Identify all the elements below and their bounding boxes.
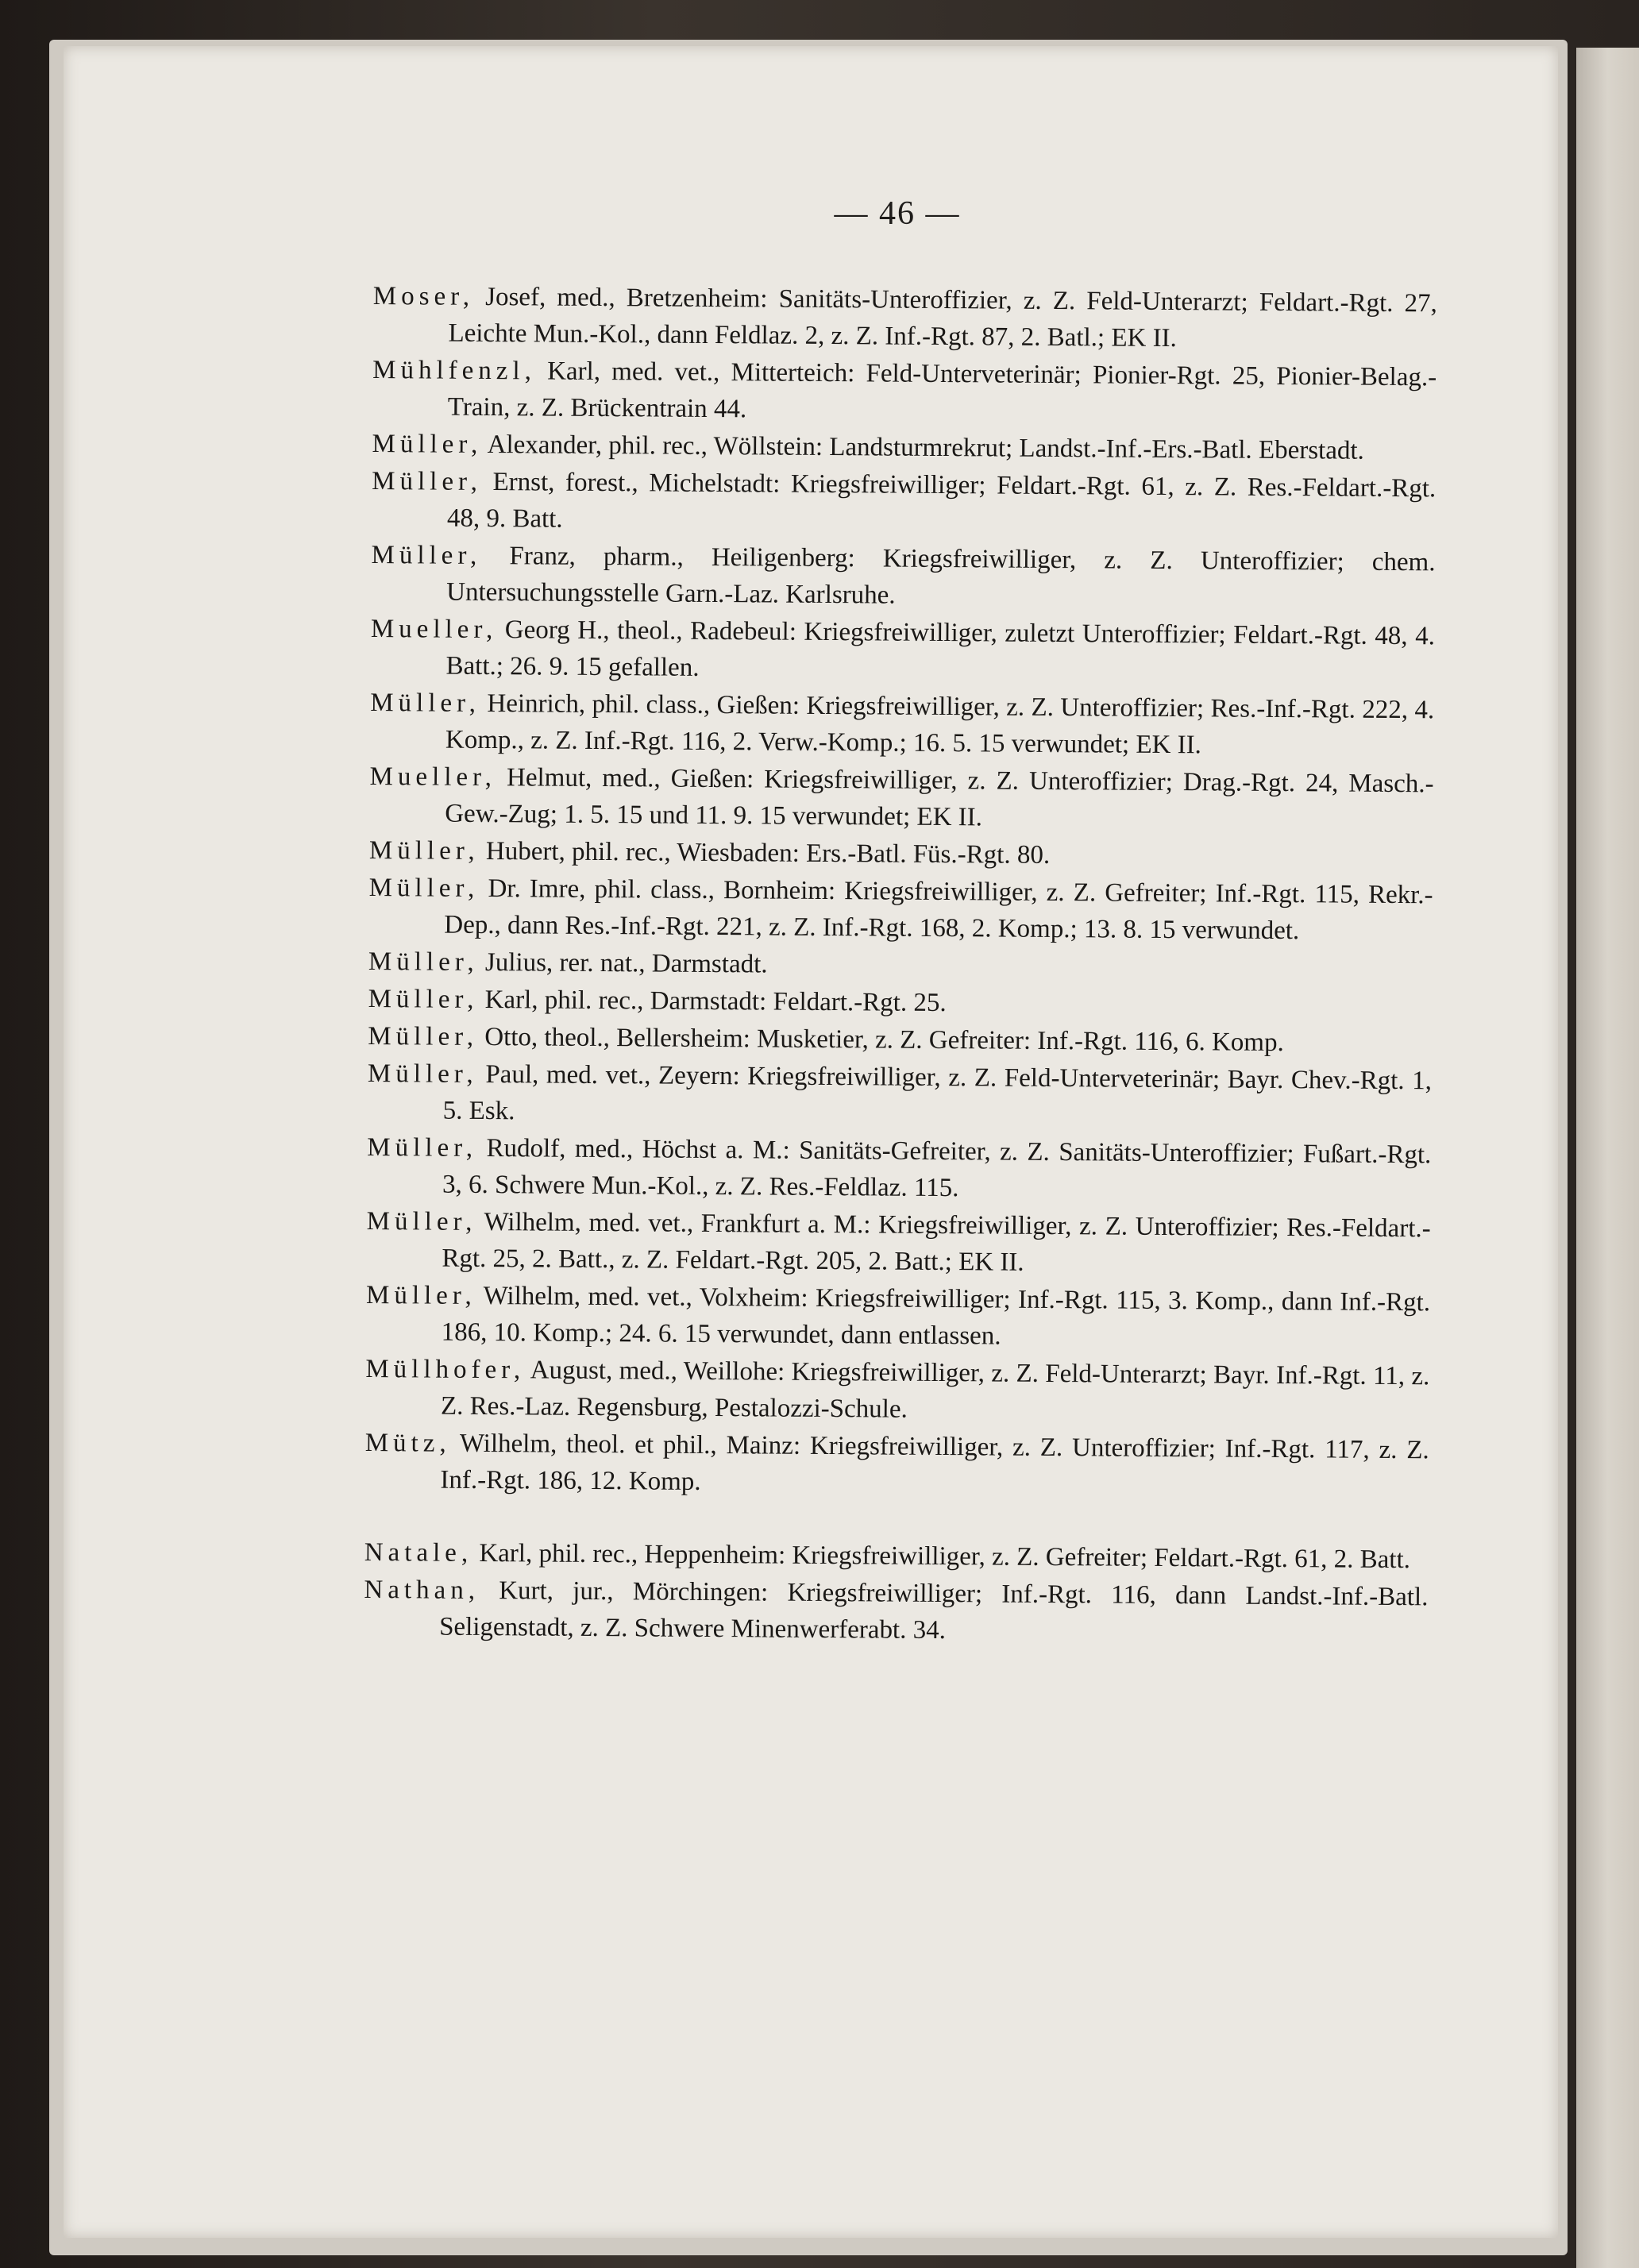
list-item — [367, 1129, 1432, 1209]
entry-name: Mueller, — [369, 762, 497, 793]
entry-name: Müller, — [370, 688, 481, 718]
entry-text: Wilhelm, theol. et phil., Mainz: Kriegsfreiwilliger, z. Z. Unteroffizier; Inf.-Rgt. 117, z. Z. Inf.-Rgt. 186, 12. Komp. — [440, 1429, 1429, 1496]
list-item — [372, 426, 1436, 469]
list-item — [364, 1425, 1429, 1505]
list-item — [368, 981, 1433, 1024]
list-item — [372, 352, 1437, 432]
entry-text: Alexander, phil. rec., Wöllstein: Landsturmrekrut; Landst.-Inf.-Ers.-Batl. Eberstadt. — [487, 430, 1364, 465]
list-item — [370, 611, 1435, 691]
list-item — [368, 943, 1433, 987]
entry-name: Nathan, — [364, 1575, 480, 1605]
entry-name: Müller, — [372, 429, 483, 459]
entry-name: Natale, — [364, 1537, 473, 1568]
list-item — [372, 463, 1437, 543]
list-item — [369, 832, 1433, 876]
list-item — [365, 1351, 1430, 1431]
entry-name: Müller, — [368, 947, 479, 977]
entry-text: Wilhelm, med. vet., Volxheim: Kriegsfreiwilliger; Inf.-Rgt. 115, 3. Komp., dann Inf.-Rgt. 186, 10. Komp.; 24. 6. 15 verwundet, dann entlassen. — [441, 1281, 1431, 1351]
entry-text: Ernst, forest., Michelstadt: Kriegsfreiwilliger; Feldart.-Rgt. 61, z. Z. Res.-Feldart.-Rgt. 48, 9. Batt. — [446, 468, 1437, 534]
entry-name: Mühlfenzl, — [372, 355, 537, 386]
list-item — [368, 1018, 1432, 1062]
entry-text: Heinrich, phil. class., Gießen: Kriegsfreiwilliger, z. Z. Unteroffizier; Res.-Inf.-Rgt. 222, 4. Komp., z. Z. Inf.-Rgt. 116, 2. Verw.-Komp.; 16. 5. 15 verwundet; EK II. — [445, 689, 1435, 760]
list-item — [364, 1534, 1429, 1578]
entry-name: Müller, — [368, 1021, 479, 1051]
list-item — [370, 685, 1435, 765]
list-item — [366, 1203, 1431, 1283]
list-item — [368, 870, 1433, 950]
list-item — [368, 1055, 1433, 1136]
entry-text: August, med., Weillohe: Kriegsfreiwilliger, z. Z. Feld-Unterarzt; Bayr. Inf.-Rgt. 11, z. Z. Res.-Laz. Regensburg, Pestalozzi-Schule. — [440, 1356, 1430, 1424]
entry-text: Kurt, jur., Mörchingen: Kriegsfreiwilliger; Inf.-Rgt. 116, dann Landst.-Inf.-Batl. Seligenstadt, z. Z. Schwere Minenwerferabt. 34. — [439, 1576, 1429, 1645]
entry-text: Karl, med. vet., Mitterteich: Feld-Unterveterinär; Pionier-Rgt. 25, Pionier-Belag.-Train, z. Z. Brückentrain 44. — [447, 357, 1437, 424]
entry-name: Müller, — [365, 1280, 476, 1310]
list-item — [372, 278, 1437, 358]
list-item — [369, 758, 1434, 839]
entry-text: Dr. Imre, phil. class., Bornheim: Kriegsfreiwilliger, z. Z. Gefreiter; Inf.-Rgt. 115, Rekr.-Dep., dann Res.-Inf.-Rgt. 221, z. Z. Inf.-Rgt. 168, 2. Komp.; 13. 8. 15 verwundet. — [444, 874, 1433, 946]
list-item — [366, 1277, 1431, 1357]
entry-text: Helmut, med., Gießen: Kriegsfreiwilliger, z. Z. Unteroffizier; Drag.-Rgt. 24, Masch.-Gew.-Zug; 1. 5. 15 und 11. 9. 15 verwundet; EK II. — [445, 763, 1434, 832]
page-number: — 46 — — [834, 195, 961, 232]
entry-name: Müller, — [368, 984, 479, 1014]
entry-text: Franz, pharm., Heiligenberg: Kriegsfreiwilliger, z. Z. Unteroffizier; chem. Untersuchungsstelle Garn.-Laz. Karlsruhe. — [446, 542, 1436, 610]
list-item — [364, 1572, 1429, 1652]
entry-text: Hubert, phil. rec., Wiesbaden: Ers.-Batl. Füs.-Rgt. 80. — [485, 837, 1051, 870]
entry-name: Müller, — [371, 540, 482, 570]
entry-text: Karl, phil. rec., Darmstadt: Feldart.-Rgt. 25. — [484, 986, 947, 1018]
entry-list — [364, 278, 1437, 1653]
entry-text: Paul, med. vet., Zeyern: Kriegsfreiwilliger, z. Z. Feld-Unterveterinär; Bayr. Chev.-Rgt. 1, 5. Esk. — [442, 1060, 1433, 1126]
entry-text: Georg H., theol., Radebeul: Kriegsfreiwilliger, zuletzt Unteroffizier; Feldart.-Rgt. 48, 4. Batt.; 26. 9. 15 gefallen. — [445, 615, 1436, 682]
entry-name: Müller, — [368, 835, 480, 866]
entry-name: Müller, — [367, 1132, 478, 1163]
entry-name: Mueller, — [370, 614, 498, 645]
entry-text: Wilhelm, med. vet., Frankfurt a. M.: Kriegsfreiwilliger, z. Z. Unteroffizier; Res.-Feldart.-Rgt. 25, 2. Batt., z. Z. Feldart.-Rgt. 205, 2. Batt.; EK II. — [442, 1208, 1431, 1277]
facing-page-edge — [1576, 48, 1639, 2268]
entry-name: Mütz, — [364, 1428, 451, 1458]
entry-name: Müllhofer, — [365, 1354, 526, 1385]
list-item — [371, 537, 1436, 617]
entry-text: Julius, rer. nat., Darmstadt. — [484, 948, 768, 979]
entry-name: Müller, — [368, 873, 480, 903]
entry-name: Müller, — [367, 1059, 478, 1089]
entry-name: Müller, — [366, 1206, 477, 1236]
entry-name: Müller, — [372, 466, 483, 496]
entry-text: Karl, phil. rec., Heppenheim: Kriegsfreiwilliger, z. Z. Gefreiter; Feldart.-Rgt. 61, 2. Batt. — [479, 1538, 1411, 1575]
entry-name: Moser, — [372, 281, 475, 311]
entry-text: Otto, theol., Bellersheim: Musketier, z. Z. Gefreiter: Inf.-Rgt. 116, 6. Komp. — [484, 1023, 1284, 1058]
entry-text: Rudolf, med., Höchst a. M.: Sanitäts-Gefreiter, z. Z. Sanitäts-Unteroffizier; Fußart.-Rgt. 3, 6. Schwere Mun.-Kol., z. Z. Res.-Feldlaz. 115. — [442, 1134, 1432, 1203]
entry-text: Josef, med., Bretzenheim: Sanitäts-Unteroffizier, z. Z. Feld-Unterarzt; Feldart.-Rgt. 27, Leichte Mun.-Kol., dann Feldlaz. 2, z. Z. Inf.-Rgt. 87, 2. Batl.; EK II. — [448, 282, 1437, 353]
